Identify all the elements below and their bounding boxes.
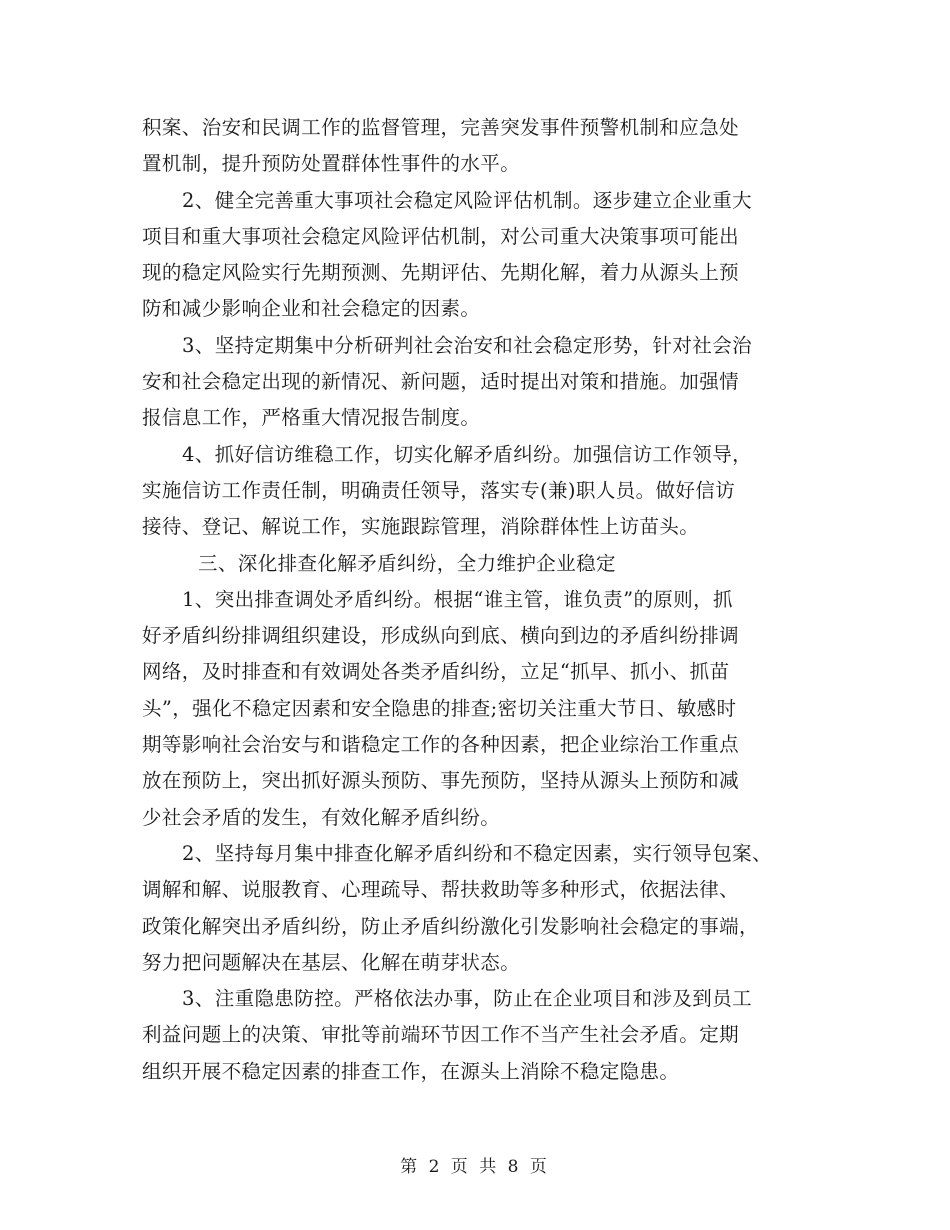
text-line: 3、坚持定期集中分析研判社会治安和社会稳定形势，针对社会治 <box>182 333 753 357</box>
text-line: 3、注重隐患防控。严格依法办事，防止在企业项目和涉及到员工 <box>182 987 753 1011</box>
text-line: 报信息工作，严格重大情况报告制度。 <box>142 406 481 430</box>
text-line: 1、突出排查调处矛盾纠纷。根据“谁主管，谁负责”的原则，抓 <box>182 587 733 611</box>
paragraph-continuation <box>142 110 822 183</box>
text-line: 积案、治安和民调工作的监督管理，完善突发事件预警机制和应急处 <box>142 116 740 139</box>
text-line: 期等影响社会治安与和谐稳定工作的各种因素，把企业综治工作重点 <box>142 733 740 757</box>
section-heading-3 <box>142 546 822 582</box>
text-line: 置机制，提升预防处置群体性事件的水平。 <box>142 152 521 176</box>
text-line: 放在预防上，突出抓好源头预防、事先预防，坚持从源头上预防和减 <box>142 769 740 793</box>
paragraph-section3-item-1 <box>142 582 822 836</box>
text-line: 组织开展不稳定因素的排查工作，在源头上消除不稳定隐患。 <box>142 1059 680 1083</box>
text-line: 利益问题上的决策、审批等前端环节因工作不当产生社会矛盾。定期 <box>142 1023 740 1047</box>
text-line: 项目和重大事项社会稳定风险评估机制，对公司重大决策事项可能出 <box>142 224 740 248</box>
text-line: 调解和解、说服教育、心理疏导、帮扶救助等多种形式，依据法律、 <box>142 878 740 902</box>
text-line: 防和减少影响企业和社会稳定的因素。 <box>142 297 481 321</box>
paragraph-item-3 <box>142 328 822 437</box>
text-line: 少社会矛盾的发生，有效化解矛盾纠纷。 <box>142 805 501 829</box>
text-line: 网络，及时排查和有效调处各类矛盾纠纷，立足“抓早、抓小、抓苗 <box>142 660 730 684</box>
text-line: 现的稳定风险实行先期预测、先期评估、先期化解，着力从源头上预 <box>142 261 740 285</box>
page-number-footer: 第 2 页 共 8 页 <box>400 1157 550 1177</box>
text-line: 安和社会稳定出现的新情况、新问题，适时提出对策和措施。加强情 <box>142 370 740 394</box>
paragraph-item-4 <box>142 437 822 546</box>
document-body <box>142 110 822 1090</box>
text-line: 4、抓好信访维稳工作，切实化解矛盾纠纷。加强信访工作领导， <box>182 442 753 466</box>
text-line: 努力把问题解决在基层、化解在萌芽状态。 <box>142 950 521 974</box>
text-line: 接待、登记、解说工作，实施跟踪管理，消除群体性上访苗头。 <box>142 515 700 539</box>
paragraph-section3-item-3 <box>142 981 822 1090</box>
paragraph-section3-item-2 <box>142 836 822 981</box>
text-line: 2、健全完善重大事项社会稳定风险评估机制。逐步建立企业重大 <box>182 188 753 212</box>
text-line: 好矛盾纠纷排调组织建设，形成纵向到底、横向到边的矛盾纠纷排调 <box>142 624 740 648</box>
paragraph-item-2 <box>142 183 822 328</box>
text-line: 头”，强化不稳定因素和安全隐患的排查;密切关注重大节日、敏感时 <box>142 696 737 720</box>
text-line: 2、坚持每月集中排查化解矛盾纠纷和不稳定因素，实行领导包案、 <box>182 841 772 865</box>
section-heading-text: 三、深化排查化解矛盾纠纷，全力维护企业稳定 <box>198 551 616 575</box>
text-line: 实施信访工作责任制，明确责任领导，落实专(兼)职人员。做好信访 <box>142 478 736 502</box>
text-line: 政策化解突出矛盾纠纷，防止矛盾纠纷激化引发影响社会稳定的事端， <box>142 914 759 938</box>
